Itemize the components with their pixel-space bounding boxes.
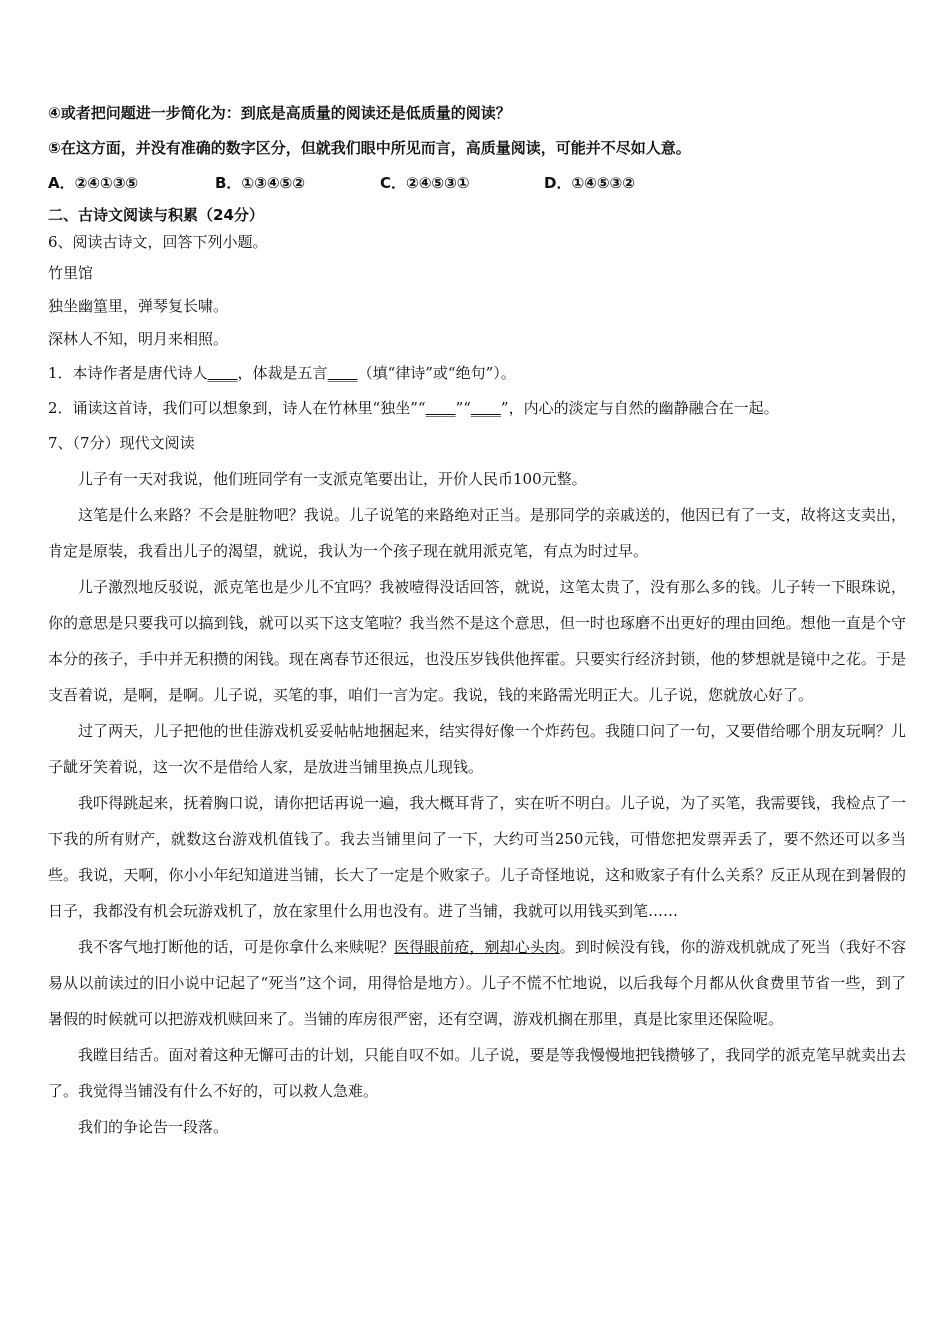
question6-2 [48,391,906,426]
paragraph-6-text-a: 我不客气地打断他的话，可是你拿什么来赎呢？ [78,938,395,956]
paragraph-1: 儿子有一天对我说，他们班同学有一支派克笔要出让，开价人民币100元整。 [78,470,587,488]
paragraph-6-underlined-phrase: 医得眼前疮，剜却心头肉 [394,938,560,956]
q6-1-blank-1: ____ [207,364,238,382]
option-c: C．②④⑤③① [380,174,470,192]
paragraph-2: 这笔是什么来路？不会是脏物吧？我说。儿子说笔的来路绝对正当。是那同学的亲戚送的，他因已有了一支，故将这支卖出，肯定是原装，我看出儿子的渴望，就说，我认为一个孩子现在就用派克笔，有点为时过早。 [48,506,906,560]
q6-2-blank-1: ____ [425,399,456,417]
question6-prompt: 6、阅读古诗文，回答下列小题。 [48,233,268,251]
question6-1 [48,356,906,391]
q6-1-blank-2: ____ [327,364,358,382]
option-a: A．②④①③⑤ [48,174,139,192]
q6-2-blank-2: ____ [470,399,501,417]
paragraph-5: 我吓得跳起来，抚着胸口说，请你把话再说一遍，我大概耳背了，实在听不明白。儿子说，为了买笔，我需要钱，我检点了一下我的所有财产，就数这台游戏机值钱了。我去当铺里问了一下，大约可当250元钱，可惜您把发票弄丢了，要不然还可以多当些。我说，天啊，你小小年纪知道进当铺，长大了一定是个败家子。儿子奇怪地说，这和败家子有什么关系？反正从现在到暑假的日子，我都没有机会玩游戏机了，放在家里什么用也没有。进了当铺，我就可以用钱买到笔…… [48,794,906,920]
q6-1-text-b: ，体裁是五言 [237,364,328,382]
poem-title: 竹里馆 [48,264,94,282]
paragraph-6 [48,929,906,1037]
option-b: B．①③④⑤② [215,174,305,192]
paragraph-6-text-b: 。到时候没有钱，你的游戏机就成了死当（我好不容易从以前读过的旧小说中记起了“死当”这个词，用得恰是地方）。儿子不慌不忙地说，以后我每个月都从伙食费里节省一些，到了暑假的时候就可以把游戏机赎回来了。当铺的库房很严密，还有空调，游戏机搁在那里，真是比家里还保险呢。 [48,938,906,1028]
section2-heading: 二、古诗文阅读与积累（24分） [48,206,264,224]
question5-item5: ⑤在这方面，并没有准确的数字区分，但就我们眼中所见而言，高质量阅读，可能并不尽如人意。 [48,139,691,157]
question5-item4: ④或者把问题进一步简化为：到底是高质量的阅读还是低质量的阅读？ [48,104,511,122]
q6-2-text-a: 2．诵读这首诗，我们可以想象到，诗人在竹林里“独坐”“ [48,399,426,417]
paragraph-8: 我们的争论告一段落。 [78,1118,229,1136]
paragraph-3: 儿子激烈地反驳说，派克笔也是少儿不宜吗？我被噎得没话回答，就说，这笔太贵了，没有那么多的钱。儿子转一下眼珠说，你的意思是只要我可以搞到钱，就可以买下这支笔啦？我当然不是这个意思，但一时也琢磨不出更好的理由回绝。想他一直是个守本分的孩子，手中并无积攒的闲钱。现在离春节还很远，也没压岁钱供他挥霍。只要实行经济封锁，他的梦想就是镜中之花。于是支吾着说，是啊，是啊。儿子说，买笔的事，咱们一言为定。我说，钱的来路需光明正大。儿子说，您就放心好了。 [48,578,906,704]
paragraph-7: 我瞠目结舌。面对着这种无懈可击的计划，只能自叹不如。儿子说，要是等我慢慢地把钱攒够了，我同学的派克笔早就卖出去了。我觉得当铺没有什么不好的，可以救人急难。 [48,1046,906,1100]
q6-2-text-c: ”，内心的淡定与自然的幽静融合在一起。 [500,399,779,417]
q6-2-text-b: ”“ [455,399,471,417]
paragraph-4: 过了两天，儿子把他的世佳游戏机妥妥帖帖地捆起来，结实得好像一个炸药包。我随口问了一句，又要借给哪个朋友玩啊？儿子龇牙笑着说，这一次不是借给人家，是放进当铺里换点儿现钱。 [48,722,906,776]
q6-1-text-c: （填“律诗”或“绝句”）。 [357,364,516,382]
option-d: D．①④⑤③② [544,174,635,192]
question5-options [48,166,906,201]
document-page [48,96,906,1145]
poem-line-1: 独坐幽篁里，弹琴复长啸。 [48,297,229,315]
question7-heading: 7、（7分）现代文阅读 [48,434,195,452]
q6-1-text-a: 1．本诗作者是唐代诗人 [48,364,208,382]
poem-line-2: 深林人不知，明月来相照。 [48,330,229,348]
